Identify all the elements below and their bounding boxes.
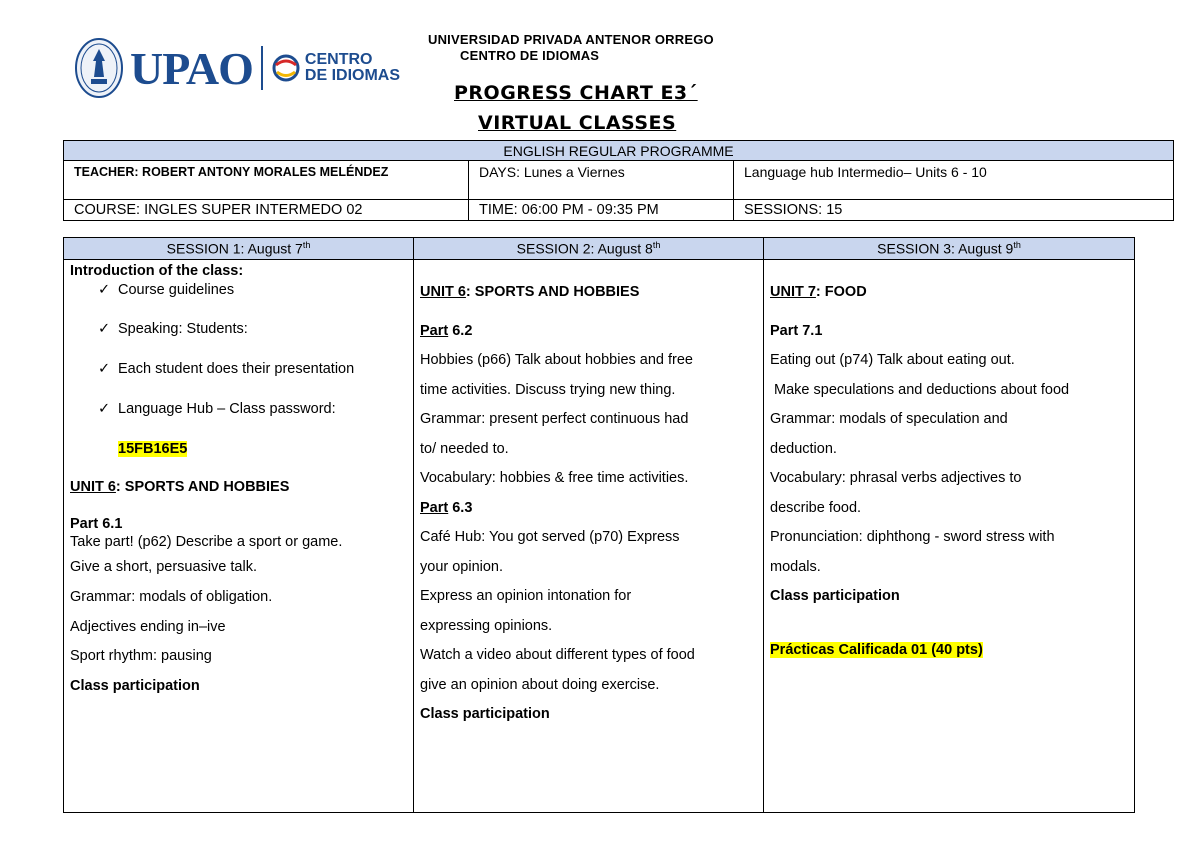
session-2-line: give an opinion about doing exercise. [420, 676, 660, 693]
class-password-row [70, 429, 407, 469]
session-3-line: deduction. [770, 440, 837, 457]
session-3-part: Part 7.1 [770, 323, 823, 339]
university-seal-icon [74, 37, 124, 99]
session-3-line: Grammar: modals of speculation and [770, 411, 1008, 427]
session-1-part: Part 6.1 [70, 516, 123, 532]
checkmark-icon: ✓ [98, 321, 111, 337]
session-1-unit: UNIT 6: SPORTS AND HOBBIES [70, 479, 290, 495]
page-title: PROGRESS CHART E3´ [454, 82, 698, 104]
session-1-line: Adjectives ending in–ive [70, 618, 226, 635]
logo-idiomas: DE IDIOMAS [304, 67, 401, 84]
session-2-part-b: Part 6.3 [420, 499, 473, 516]
session-2-line: Grammar: present perfect continuous had [420, 411, 689, 427]
session-1-line: Grammar: modals of obligation. [70, 589, 273, 605]
session-2-header: SESSION 2: August 8th [414, 238, 764, 260]
session-2-content [414, 260, 764, 813]
checklist-item: ✓ Language Hub – Class password: [70, 389, 407, 429]
session-2-line: Express an opinion intonation for [420, 588, 632, 604]
session-1-line: Take part! (p62) Describe a sport or game. [70, 534, 343, 550]
session-3-line: describe food. [770, 499, 862, 516]
session-2-line: time activities. Discuss trying new thing. [420, 381, 676, 398]
class-days: DAYS: Lunes a Viernes [469, 161, 734, 200]
session-2-line: your opinion. [420, 558, 504, 575]
session-2-line: Café Hub: You got served (p70) Express [420, 529, 680, 545]
checkmark-icon: ✓ [98, 401, 111, 417]
session-1-content [64, 260, 414, 813]
language-centre-icon [271, 53, 301, 83]
checklist-item: ✓ Course guidelines [98, 282, 235, 298]
university-name: UNIVERSIDAD PRIVADA ANTENOR ORREGO [428, 32, 714, 47]
course-book: Language hub Intermedio– Units 6 - 10 [734, 161, 1174, 200]
session-1-intro: Introduction of the class: [70, 263, 244, 279]
session-2-line: Vocabulary: hobbies & free time activities. [420, 470, 689, 486]
session-3-participation: Class participation [770, 588, 900, 604]
graded-practice: Prácticas Calificada 01 (40 pts) [770, 641, 983, 658]
class-time: TIME: 06:00 PM - 09:35 PM [469, 200, 734, 221]
programme-name: ENGLISH REGULAR PROGRAMME [64, 141, 1174, 161]
page-subtitle: VIRTUAL CLASSES [478, 112, 677, 134]
session-2-line: to/ needed to. [420, 440, 509, 457]
logo-centro: CENTRO [304, 51, 373, 68]
session-3-line: Eating out (p74) Talk about eating out. [770, 352, 1015, 368]
course-name: COURSE: INGLES SUPER INTERMEDO 02 [64, 200, 469, 221]
session-1-header: SESSION 1: August 7th [64, 238, 414, 260]
checklist-item: ✓ Each student does their presentation [70, 349, 407, 389]
session-1-participation: Class participation [70, 677, 200, 694]
session-3-unit: UNIT 7: FOOD [770, 284, 867, 300]
session-1-line: Sport rhythm: pausing [70, 648, 212, 664]
logo-divider [261, 46, 263, 90]
checklist-item: ✓ Speaking: Students: [70, 309, 407, 349]
logo-centre-text [305, 52, 400, 84]
course-info-table [63, 140, 1174, 221]
session-1-line: Give a short, persuasive talk. [70, 559, 257, 575]
session-3-content [764, 260, 1135, 813]
session-3-header: SESSION 3: August 9th [764, 238, 1135, 260]
centre-name: CENTRO DE IDIOMAS [460, 48, 600, 63]
graded-practice-row [770, 642, 1128, 658]
session-3-line: Pronunciation: diphthong - sword stress with [770, 529, 1055, 545]
session-2-line: expressing opinions. [420, 617, 553, 634]
session-2-participation: Class participation [420, 706, 550, 722]
upao-logo [74, 32, 400, 104]
session-2-unit: UNIT 6: SPORTS AND HOBBIES [420, 284, 640, 300]
teacher-name: TEACHER: ROBERT ANTONY MORALES MELÉNDEZ [64, 161, 469, 200]
session-2-line: Watch a video about different types of food [420, 647, 695, 663]
checkmark-icon: ✓ [98, 282, 111, 298]
session-3-line: modals. [770, 558, 821, 575]
session-3-line: Vocabulary: phrasal verbs adjectives to [770, 470, 1022, 486]
session-3-line: Make speculations and deductions about food [770, 381, 1070, 398]
session-2-line: Hobbies (p66) Talk about hobbies and free [420, 352, 694, 368]
class-password: 15FB16E5 [118, 441, 188, 457]
logo-brand: UPAO [130, 42, 253, 94]
checkmark-icon: ✓ [98, 361, 111, 377]
session-2-part-a: Part 6.2 [420, 323, 473, 339]
session-count: SESSIONS: 15 [734, 200, 1174, 221]
sessions-table [63, 237, 1135, 813]
